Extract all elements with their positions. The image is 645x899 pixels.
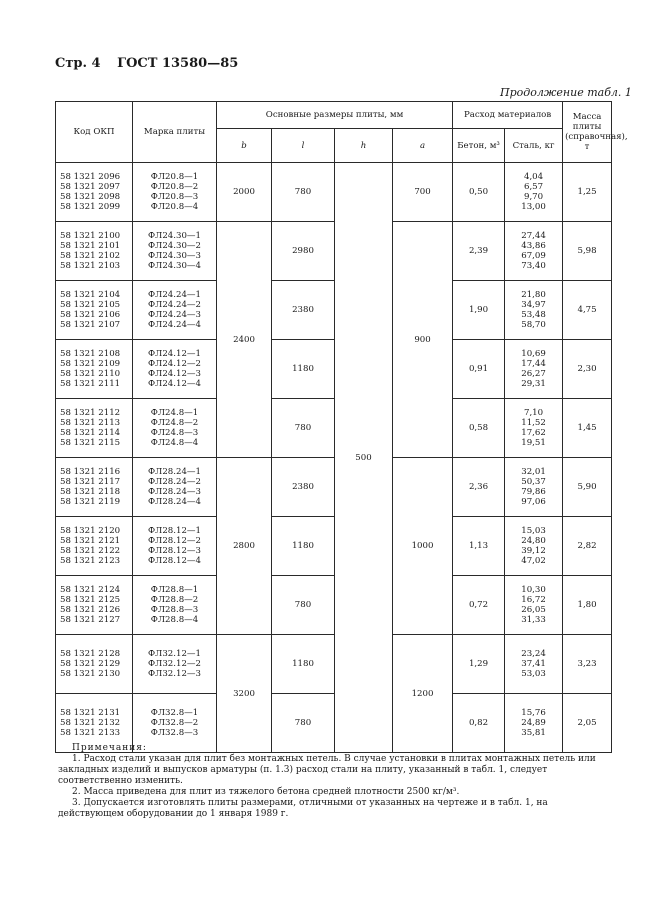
dim-l: 2980 bbox=[272, 222, 335, 281]
note-1: 1. Расход стали указан для плит без монтажных петель. В случае установки в плитах монтажных петель или закладных изделий и выпусков арматуры (п. 1.3) расход стали на плиту, указанный в табл. 1, следует соответственно изменить. bbox=[58, 754, 596, 786]
col-l: l bbox=[272, 129, 335, 163]
dim-b: 3200 bbox=[217, 635, 272, 753]
table-row bbox=[56, 340, 612, 399]
table-row bbox=[56, 222, 612, 281]
steel-weights: 23,24 37,41 53,03 bbox=[505, 635, 563, 694]
dim-l: 1180 bbox=[272, 635, 335, 694]
slab-mass: 5,98 bbox=[563, 222, 612, 281]
steel-weights: 10,30 16,72 26,05 31,33 bbox=[505, 576, 563, 635]
dim-l: 780 bbox=[272, 576, 335, 635]
steel-weights: 15,76 24,89 35,81 bbox=[505, 694, 563, 753]
steel-weights: 21,80 34,97 53,48 58,70 bbox=[505, 281, 563, 340]
dim-l: 1180 bbox=[272, 517, 335, 576]
okp-codes: 58 1321 2104 58 1321 2105 58 1321 2106 58 1321 2107 bbox=[56, 281, 133, 340]
okp-codes: 58 1321 2108 58 1321 2109 58 1321 2110 58 1321 2111 bbox=[56, 340, 133, 399]
steel-weights: 7,10 11,52 17,62 19,51 bbox=[505, 399, 563, 458]
okp-codes: 58 1321 2112 58 1321 2113 58 1321 2114 58 1321 2115 bbox=[56, 399, 133, 458]
dim-l: 2380 bbox=[272, 281, 335, 340]
dim-b: 2000 bbox=[217, 163, 272, 222]
slab-marks: ФЛ28.24—1 ФЛ28.24—2 ФЛ28.24—3 ФЛ28.24—4 bbox=[133, 458, 217, 517]
col-concrete: Бетон, м³ bbox=[453, 129, 505, 163]
steel-weights: 4,04 6,57 9,70 13,00 bbox=[505, 163, 563, 222]
concrete-volume: 1,90 bbox=[453, 281, 505, 340]
slab-marks: ФЛ24.24—1 ФЛ24.24—2 ФЛ24.24—3 ФЛ24.24—4 bbox=[133, 281, 217, 340]
okp-codes: 58 1321 2116 58 1321 2117 58 1321 2118 58 1321 2119 bbox=[56, 458, 133, 517]
slab-marks: ФЛ24.8—1 ФЛ24.8—2 ФЛ24.8—3 ФЛ24.8—4 bbox=[133, 399, 217, 458]
dim-a: 1200 bbox=[393, 635, 453, 753]
concrete-volume: 1,29 bbox=[453, 635, 505, 694]
slab-mass: 2,30 bbox=[563, 340, 612, 399]
okp-codes: 58 1321 2128 58 1321 2129 58 1321 2130 bbox=[56, 635, 133, 694]
col-mark: Марка плиты bbox=[133, 102, 217, 163]
concrete-volume: 0,58 bbox=[453, 399, 505, 458]
table-row bbox=[56, 163, 612, 222]
dim-l: 780 bbox=[272, 163, 335, 222]
slab-mass: 2,05 bbox=[563, 694, 612, 753]
note-2: 2. Масса приведена для плит из тяжелого бетона средней плотности 2500 кг/м³. bbox=[72, 787, 460, 797]
dim-l: 1180 bbox=[272, 340, 335, 399]
dim-a: 900 bbox=[393, 222, 453, 458]
steel-weights: 15,03 24,80 39,12 47,02 bbox=[505, 517, 563, 576]
dim-l: 2380 bbox=[272, 458, 335, 517]
standard-code: ГОСТ 13580—85 bbox=[117, 56, 239, 71]
dim-l: 780 bbox=[272, 399, 335, 458]
concrete-volume: 0,72 bbox=[453, 576, 505, 635]
col-h: h bbox=[335, 129, 393, 163]
okp-codes: 58 1321 2124 58 1321 2125 58 1321 2126 58 1321 2127 bbox=[56, 576, 133, 635]
col-steel: Сталь, кг bbox=[505, 129, 563, 163]
concrete-volume: 2,39 bbox=[453, 222, 505, 281]
concrete-volume: 0,82 bbox=[453, 694, 505, 753]
slab-marks: ФЛ24.30—1 ФЛ24.30—2 ФЛ24.30—3 ФЛ24.30—4 bbox=[133, 222, 217, 281]
table-row bbox=[56, 458, 612, 517]
slab-table bbox=[55, 101, 628, 753]
page-header bbox=[55, 56, 250, 71]
slab-marks: ФЛ32.8—1 ФЛ32.8—2 ФЛ32.8—3 bbox=[133, 694, 217, 753]
dim-b: 2400 bbox=[217, 222, 272, 458]
slab-marks: ФЛ32.12—1 ФЛ32.12—2 ФЛ32.12—3 bbox=[133, 635, 217, 694]
page-number: Стр. 4 bbox=[55, 56, 101, 71]
concrete-volume: 1,13 bbox=[453, 517, 505, 576]
okp-codes: 58 1321 2120 58 1321 2121 58 1321 2122 58 1321 2123 bbox=[56, 517, 133, 576]
slab-mass: 2,82 bbox=[563, 517, 612, 576]
concrete-volume: 0,91 bbox=[453, 340, 505, 399]
okp-codes: 58 1321 2096 58 1321 2097 58 1321 2098 58 1321 2099 bbox=[56, 163, 133, 222]
notes-title: Примечания: bbox=[72, 743, 147, 753]
steel-weights: 27,44 43,86 67,09 73,40 bbox=[505, 222, 563, 281]
steel-weights: 32,01 50,37 79,86 97,06 bbox=[505, 458, 563, 517]
col-b: b bbox=[217, 129, 272, 163]
dim-a: 1000 bbox=[393, 458, 453, 635]
slab-marks: ФЛ20.8—1 ФЛ20.8—2 ФЛ20.8—3 ФЛ20.8—4 bbox=[133, 163, 217, 222]
slab-mass: 1,25 bbox=[563, 163, 612, 222]
dim-a: 700 bbox=[393, 163, 453, 222]
table-row bbox=[56, 517, 612, 576]
dim-h: 500 bbox=[335, 163, 393, 753]
col-okp: Код ОКП bbox=[56, 102, 133, 163]
okp-codes: 58 1321 2131 58 1321 2132 58 1321 2133 bbox=[56, 694, 133, 753]
concrete-volume: 2,36 bbox=[453, 458, 505, 517]
table-row bbox=[56, 576, 612, 635]
table-continuation: Продолжение табл. 1 bbox=[500, 86, 632, 99]
slab-mass: 1,45 bbox=[563, 399, 612, 458]
col-materials: Расход материалов bbox=[453, 102, 563, 129]
slab-marks: ФЛ28.8—1 ФЛ28.8—2 ФЛ28.8—3 ФЛ28.8—4 bbox=[133, 576, 217, 635]
slab-marks: ФЛ24.12—1 ФЛ24.12—2 ФЛ24.12—3 ФЛ24.12—4 bbox=[133, 340, 217, 399]
table-row bbox=[56, 399, 612, 458]
col-mass: Масса плиты (справочная), т bbox=[563, 102, 612, 163]
steel-weights: 10,69 17,44 26,27 29,31 bbox=[505, 340, 563, 399]
slab-mass: 3,23 bbox=[563, 635, 612, 694]
dim-b: 2800 bbox=[217, 458, 272, 635]
slab-mass: 5,90 bbox=[563, 458, 612, 517]
concrete-volume: 0,50 bbox=[453, 163, 505, 222]
slab-mass: 4,75 bbox=[563, 281, 612, 340]
slab-marks: ФЛ28.12—1 ФЛ28.12—2 ФЛ28.12—3 ФЛ28.12—4 bbox=[133, 517, 217, 576]
note-3: 3. Допускается изготовлять плиты размерами, отличными от указанных на чертеже и в табл. 1, на действующем оборудовании до 1 января 1989 г. bbox=[58, 798, 548, 819]
col-a: a bbox=[393, 129, 453, 163]
table-row bbox=[56, 635, 612, 694]
slab-mass: 1,80 bbox=[563, 576, 612, 635]
table-row bbox=[56, 281, 612, 340]
dim-l: 780 bbox=[272, 694, 335, 753]
notes bbox=[58, 743, 616, 820]
okp-codes: 58 1321 2100 58 1321 2101 58 1321 2102 58 1321 2103 bbox=[56, 222, 133, 281]
col-dims: Основные размеры плиты, мм bbox=[217, 102, 453, 129]
